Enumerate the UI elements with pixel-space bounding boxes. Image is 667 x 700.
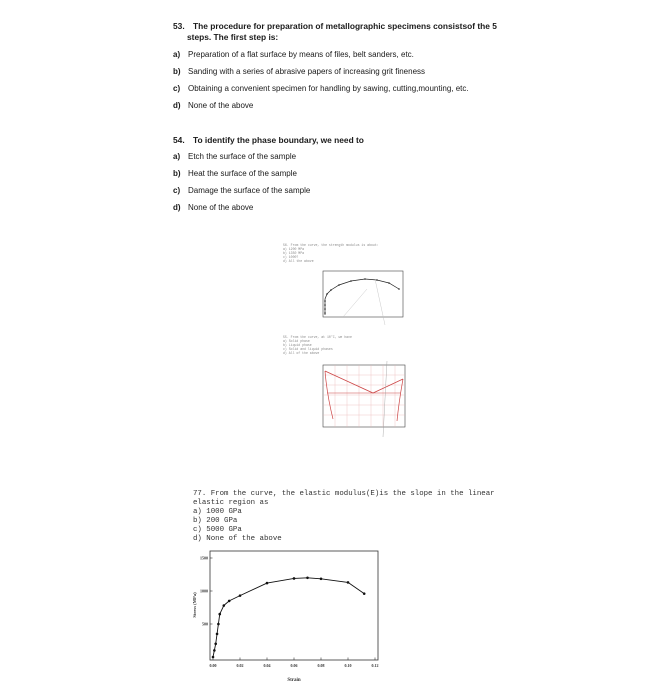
option-letter: c) <box>173 84 181 93</box>
q77-option-d[interactable]: d) None of the above <box>193 535 282 543</box>
y-tick-label: 500 <box>202 621 208 627</box>
q77-line1: 77. From the curve, the elastic modulus(E)is the slope in the linear <box>193 490 495 498</box>
q54-option-b[interactable] <box>173 169 297 179</box>
option-text: Etch the surface of the sample <box>188 152 297 161</box>
q77-option-a[interactable]: a) 1000 GPa <box>193 508 242 516</box>
x-tick-label: 0.02 <box>236 663 244 668</box>
thumb-q2-text: 55. From the curve, at 10°C, we have a) Solid phase b) Liquid phase c) Solid and liquid phases d) All of the above <box>283 335 352 355</box>
q77-option-b[interactable]: b) 200 GPa <box>193 517 238 525</box>
data-point <box>228 600 231 603</box>
q54-title: To identify the phase boundary, we need to <box>193 135 364 145</box>
data-point <box>212 656 215 659</box>
thumb-stress-strain-chart <box>315 269 405 325</box>
q53-number: 53. <box>173 21 185 31</box>
q77-line2: elastic region as <box>193 499 269 507</box>
q77-option-c[interactable]: c) 5000 GPa <box>193 526 242 534</box>
x-tick-label: 0.10 <box>344 663 352 668</box>
stress-strain-chart <box>190 545 390 685</box>
option-text: None of the above <box>188 101 254 110</box>
option-letter: a) <box>173 152 181 161</box>
x-tick-label: 0.12 <box>371 663 379 668</box>
option-letter: b) <box>173 169 181 178</box>
data-point <box>293 577 296 580</box>
data-point <box>363 592 366 595</box>
option-text: None of the above <box>188 203 254 212</box>
q53-option-a[interactable] <box>173 50 414 60</box>
option-letter: d) <box>173 101 181 110</box>
data-point <box>217 623 220 626</box>
data-point <box>320 577 323 580</box>
y-tick-label: 1000 <box>200 588 208 594</box>
x-axis-label: Strain <box>287 678 301 683</box>
data-point <box>306 577 309 580</box>
option-letter: c) <box>173 186 181 195</box>
data-point <box>223 604 226 607</box>
q54-option-d[interactable] <box>173 203 253 213</box>
option-text: Damage the surface of the sample <box>188 186 311 195</box>
option-letter: a) <box>173 50 181 59</box>
y-tick-label: 1500 <box>200 555 208 561</box>
option-letter: b) <box>173 67 181 76</box>
q53-title-line1: The procedure for preparation of metallographic specimens consistsof the 5 <box>193 21 497 31</box>
x-tick-label: 0.06 <box>290 663 298 668</box>
data-point <box>216 633 219 636</box>
option-text: Preparation of a flat surface by means of files, belt sanders, etc. <box>188 50 414 59</box>
option-letter: d) <box>173 203 181 212</box>
option-text: Sanding with a series of abrasive papers of increasing grit fineness <box>188 67 426 76</box>
q54-option-c[interactable] <box>173 186 310 196</box>
x-tick-label: 0.00 <box>209 663 217 668</box>
data-point <box>218 613 221 616</box>
option-text: Obtaining a convenient specimen for handling by sawing, cutting,mounting, etc. <box>188 84 469 93</box>
data-point <box>214 643 217 646</box>
embedded-thumbnail <box>283 243 415 441</box>
q53-title-line2: steps. The first step is: <box>187 32 279 42</box>
stress-strain-line <box>213 578 364 657</box>
data-point <box>239 594 242 597</box>
q53-option-c[interactable] <box>173 84 469 94</box>
q54-number: 54. <box>173 135 185 145</box>
q53-option-d[interactable] <box>173 101 253 111</box>
q54-option-a[interactable] <box>173 152 296 162</box>
data-point <box>266 582 269 585</box>
x-tick-label: 0.08 <box>317 663 325 668</box>
plot-frame <box>210 551 378 660</box>
thumb-q1-text: 56. From the curve, the strength modulus is about: a) 1200 MPa b) 1350 MPa c) 1000? d) All the above <box>283 243 379 263</box>
data-point <box>213 649 216 652</box>
option-text: Heat the surface of the sample <box>188 169 297 178</box>
thumb-phase-diagram <box>315 361 409 437</box>
q53-option-b[interactable] <box>173 67 425 77</box>
x-tick-label: 0.04 <box>263 663 271 668</box>
y-axis-label: Stress (MPa) <box>192 592 197 618</box>
data-point <box>347 581 350 584</box>
